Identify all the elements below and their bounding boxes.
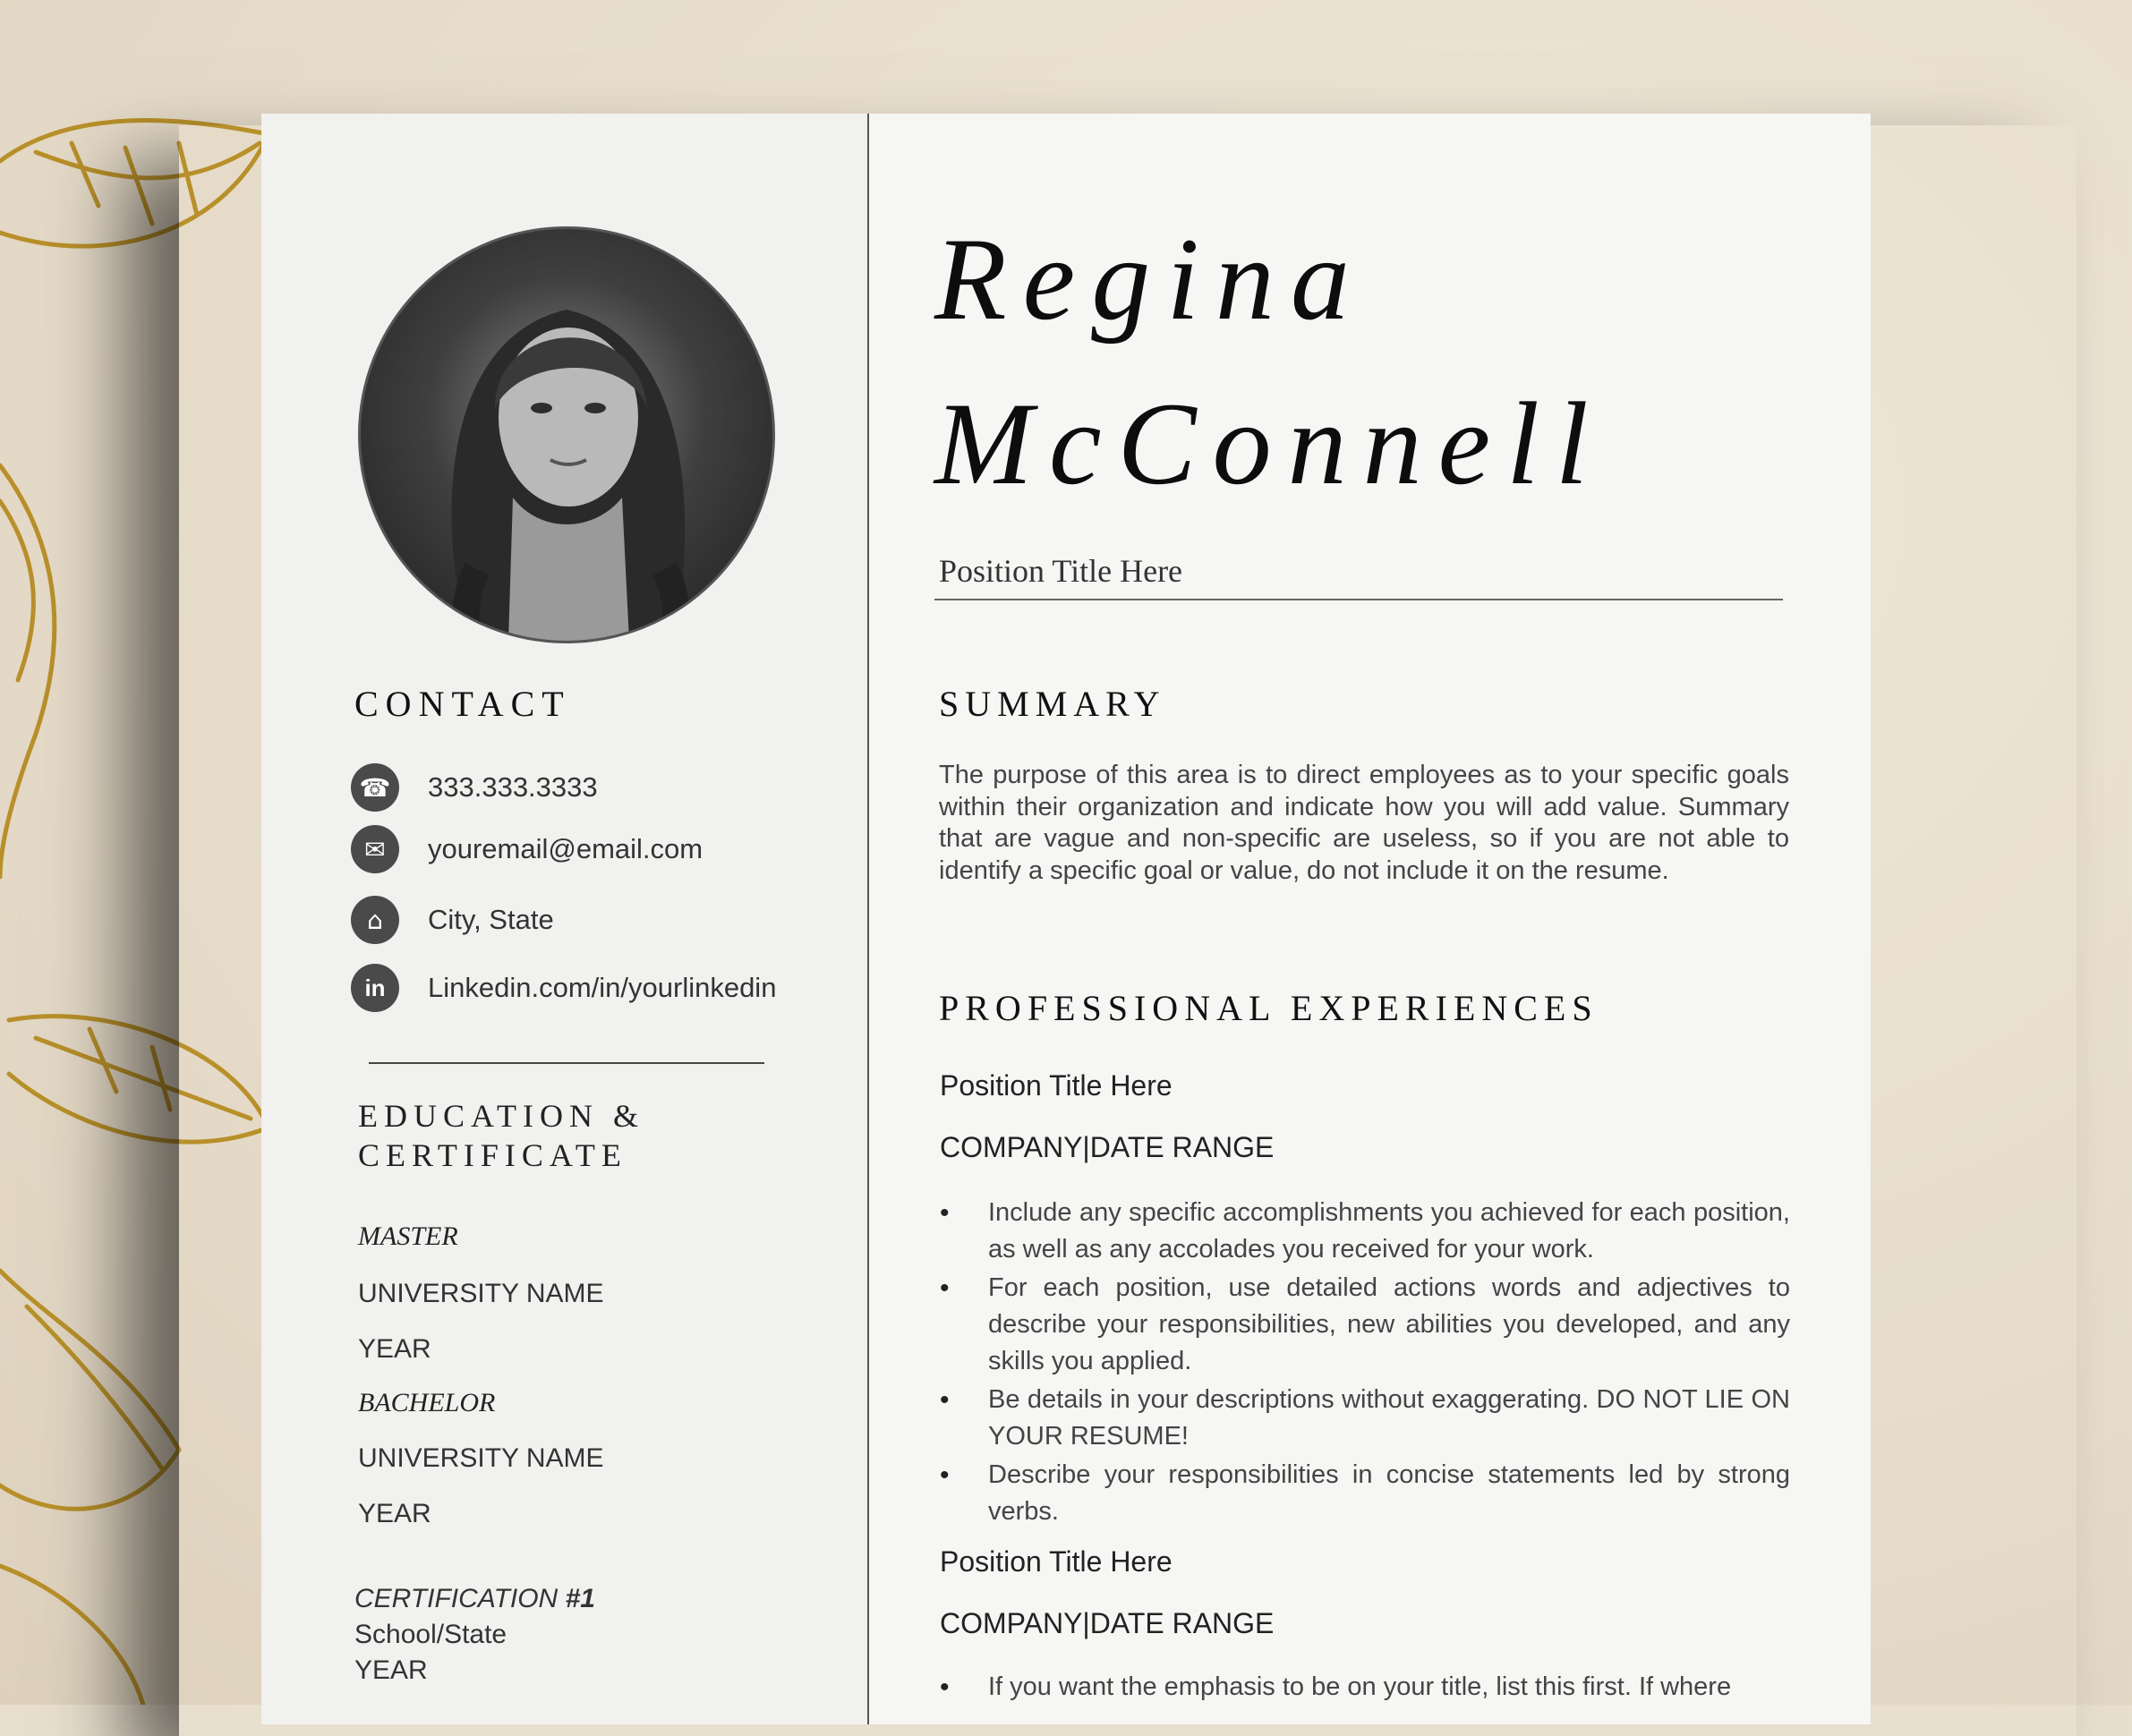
- first-name: Regina: [934, 213, 1366, 345]
- job-bullet: • For each position, use detailed actions words and adjectives to describe your responsibilities, new abilities you developed, and any skills you applied.: [940, 1270, 1790, 1380]
- job-bullet: • If you want the emphasis to be on your title, list this first. If where: [940, 1669, 1790, 1706]
- contact-heading: CONTACT: [354, 684, 571, 724]
- education-heading-line1: EDUCATION &: [358, 1098, 644, 1134]
- linkedin-text[interactable]: Linkedin.com/in/yourlinkedin: [428, 972, 777, 1003]
- last-name: McConnell: [934, 378, 1605, 509]
- job-company-date: COMPANY|DATE RANGE: [940, 1607, 1275, 1639]
- resume-page: [261, 114, 1871, 1724]
- certification-school: School/State: [354, 1620, 507, 1649]
- linkedin-icon: in: [351, 964, 399, 1012]
- contact-phone: [351, 763, 598, 812]
- education-heading-line2: CERTIFICATE: [358, 1137, 627, 1173]
- sidebar-separator: [369, 1062, 764, 1064]
- phone-icon: ☎: [351, 763, 399, 812]
- job-company-date: COMPANY|DATE RANGE: [940, 1131, 1275, 1163]
- certification-year: YEAR: [354, 1655, 428, 1685]
- location-text: City, State: [428, 904, 554, 935]
- summary-heading: SUMMARY: [939, 684, 1166, 724]
- summary-text: The purpose of this area is to direct employees as to your specific goals within their organization and indicate how you will add value. Summary that are vague and non-specific are useless, so if you are not able to identify a specific goal or value, do not include it on the resume.: [939, 761, 1789, 885]
- university-name: UNIVERSITY NAME: [358, 1443, 604, 1473]
- contact-location: [351, 896, 554, 944]
- email-icon: ✉: [351, 825, 399, 873]
- contact-email: [351, 825, 703, 873]
- job-title: Position Title Here: [940, 1545, 1173, 1578]
- portrait-illustration: [361, 229, 772, 641]
- education-year: YEAR: [358, 1334, 431, 1364]
- position-title: Position Title Here: [939, 553, 1183, 589]
- column-divider: [867, 114, 869, 1724]
- degree-master: MASTER: [358, 1221, 458, 1251]
- experience-heading: PROFESSIONAL EXPERIENCES: [939, 988, 1599, 1028]
- contact-linkedin: [351, 964, 776, 1012]
- certification-block: [354, 1581, 595, 1689]
- email-text[interactable]: youremail@email.com: [428, 833, 704, 864]
- job-bullet: • Be details in your descriptions without exaggerating. DO NOT LIE ON YOUR RESUME!: [940, 1382, 1790, 1455]
- profile-photo: [358, 226, 775, 643]
- job-bullets: [940, 1669, 1790, 1707]
- title-underline: [934, 599, 1783, 600]
- job-title: Position Title Here: [940, 1069, 1173, 1102]
- certification-label: CERTIFICATION: [354, 1584, 559, 1613]
- certification-number: #1: [565, 1584, 595, 1613]
- home-icon: ⌂: [351, 896, 399, 944]
- job-bullet: • Describe your responsibilities in concise statements led by strong verbs.: [940, 1457, 1790, 1530]
- university-name: UNIVERSITY NAME: [358, 1279, 604, 1308]
- certification-title: [354, 1581, 595, 1617]
- education-heading: [358, 1096, 644, 1175]
- degree-bachelor: BACHELOR: [358, 1388, 496, 1417]
- phone-text: 333.333.3333: [428, 771, 598, 803]
- education-year: YEAR: [358, 1499, 431, 1528]
- job-bullets: [940, 1195, 1790, 1532]
- job-bullet: • Include any specific accomplishments you achieved for each position, as well as any accolades you received for your work.: [940, 1195, 1790, 1268]
